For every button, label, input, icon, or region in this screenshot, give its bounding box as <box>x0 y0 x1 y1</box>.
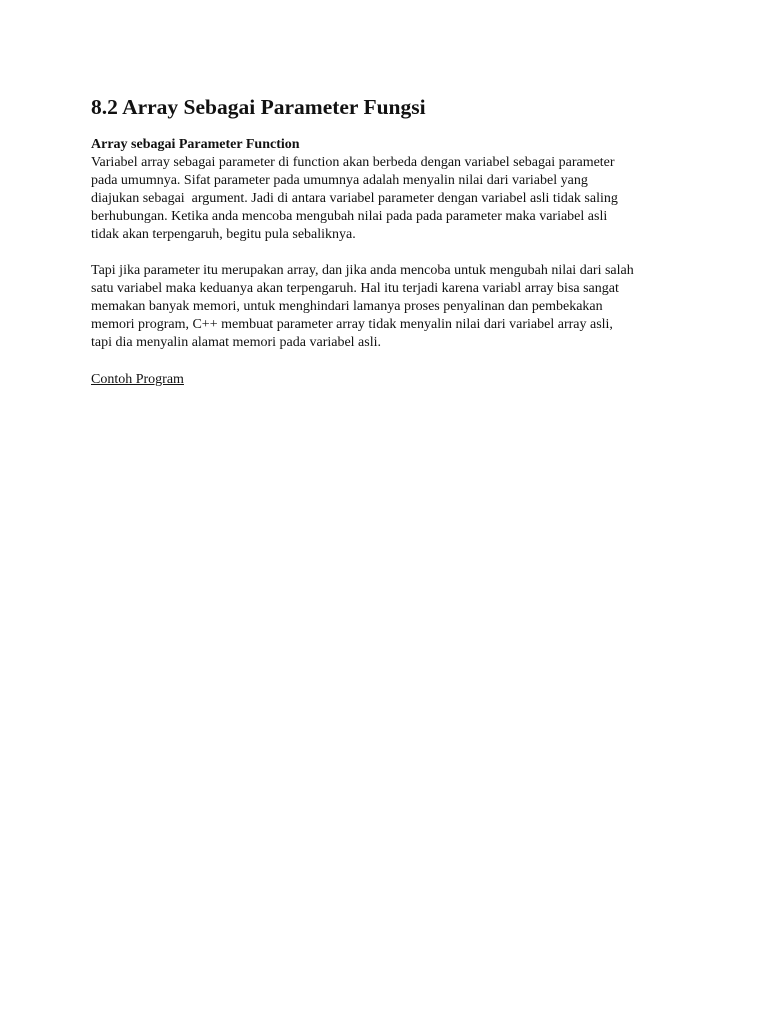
paragraph-1-line: Variabel array sebagai parameter di function akan berbeda dengan variabel sebagai parameter <box>91 155 615 170</box>
paragraph-1-line: berhubungan. Ketika anda mencoba mengubah nilai pada pada parameter maka variabel asli <box>91 209 608 224</box>
page-title: 8.2 Array Sebagai Parameter Fungsi <box>91 95 426 119</box>
paragraph-spacer <box>91 352 691 370</box>
paragraph-2-line: memori program, C++ membuat parameter array tidak menyalin nilai dari variabel array asli, <box>91 317 613 332</box>
paragraph-2 <box>91 262 691 352</box>
paragraph-2-line: tapi dia menyalin alamat memori pada variabel asli. <box>91 335 382 350</box>
paragraph-1-line: tidak akan terpengaruh, begitu pula sebaliknya. <box>91 227 356 242</box>
paragraph-1 <box>91 154 691 244</box>
document-page <box>91 92 691 389</box>
paragraph-2-line: satu variabel maka keduanya akan terpengaruh. Hal itu terjadi karena variabl array bisa sangat <box>91 281 619 296</box>
example-program-link[interactable]: Contoh Program <box>91 372 184 387</box>
paragraph-1-line: diajukan sebagai argument. Jadi di antara variabel parameter dengan variabel asli tidak saling <box>91 191 618 206</box>
paragraph-2-line: memakan banyak memori, untuk menghindari lamanya proses penyalinan dan pembekakan <box>91 299 603 314</box>
section-heading: Array sebagai Parameter Function <box>91 137 300 152</box>
paragraph-1-line: pada umumnya. Sifat parameter pada umumnya adalah menyalin nilai dari variabel yang <box>91 173 588 188</box>
paragraph-2-line: Tapi jika parameter itu merupakan array, dan jika anda mencoba untuk mengubah nilai dari salah <box>91 263 634 278</box>
paragraph-spacer <box>91 244 691 262</box>
